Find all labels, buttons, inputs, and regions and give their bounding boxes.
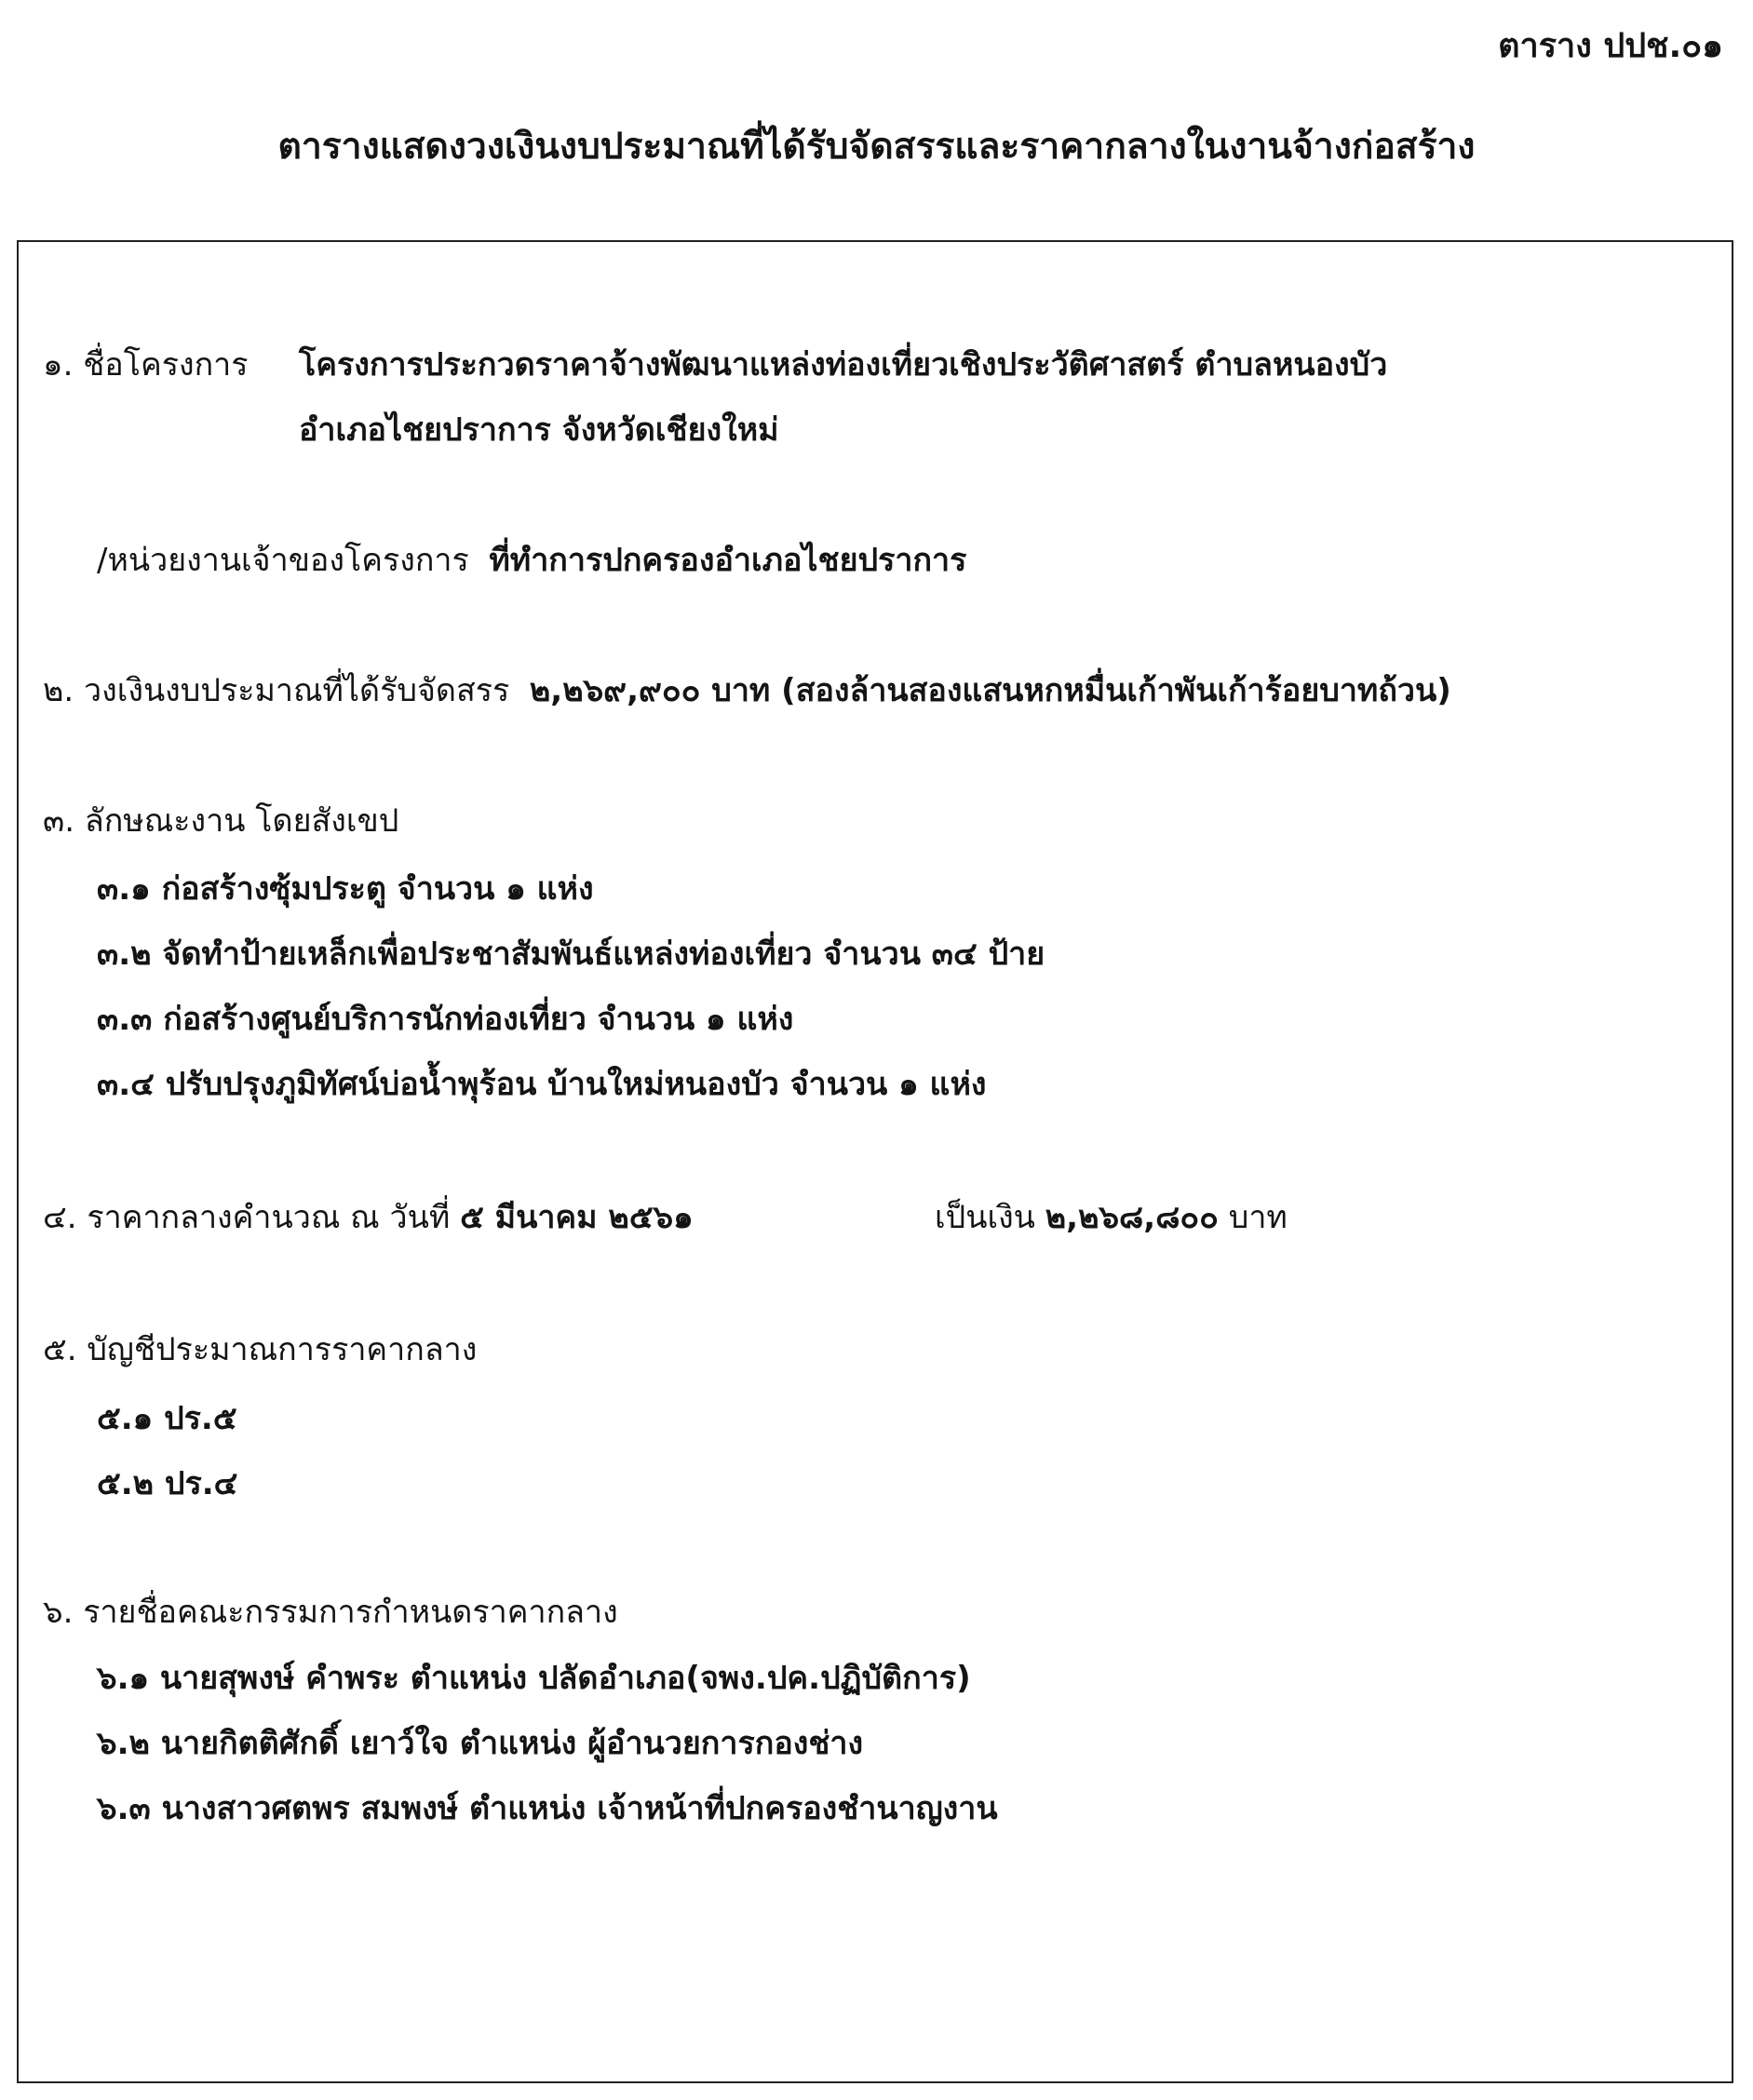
median-price-amount: ๒,๒๖๘,๘๐๐ (1045, 1199, 1219, 1236)
budget-amount: ๒,๒๖๙,๙๐๐ บาท (สองล้านสองแสนหกหมื่นเก้าพันเก้าร้อยบาทถ้วน) (529, 672, 1451, 709)
project-owner (97, 540, 966, 581)
estimate-list-label: ๕. บัญชีประมาณการราคากลาง (43, 1331, 478, 1368)
project-name-label: ๑. ชื่อโครงการ (43, 346, 249, 384)
committee-member: ๖.๑ นายสุพงษ์ คำพระ ตำแหน่ง ปลัดอำเภอ(จพง.ปค.ปฏิบัติการ) (97, 1660, 971, 1697)
median-price-amount-label: เป็นเงิน (935, 1199, 1035, 1236)
committee-member: ๖.๓ นางสาวศตพร สมพงษ์ ตำแหน่ง เจ้าหน้าที่ปกครองชำนาญงาน (97, 1790, 998, 1827)
median-price-label: ๔. ราคากลางคำนวณ ณ วันที่ (43, 1199, 451, 1236)
median-price-date: ๕ มีนาคม ๒๕๖๑ (460, 1199, 694, 1236)
project-name-line-1: โครงการประกวดราคาจ้างพัฒนาแหล่งท่องเที่ยวเชิงประวัติศาสตร์ ตำบลหนองบัว (299, 346, 1388, 384)
committee-label: ๖. รายชื่อคณะกรรมการกำหนดราคากลาง (43, 1594, 618, 1631)
project-name-line-2: อำเภอไชยปราการ จังหวัดเชียงใหม่ (299, 411, 779, 449)
project-owner-value: ที่ทำการปกครองอำเภอไชยปราการ (489, 542, 967, 579)
work-item: ๓.๑ ก่อสร้างซุ้มประตู จำนวน ๑ แห่ง (97, 870, 594, 908)
work-item: ๓.๓ ก่อสร้างศูนย์บริการนักท่องเที่ยว จำนวน ๑ แห่ง (97, 1001, 794, 1038)
form-code: ตาราง ปปช.๐๑ (1498, 27, 1723, 65)
work-item: ๓.๔ ปรับปรุงภูมิทัศน์บ่อน้ำพุร้อน บ้านใหม่หนองบัว จำนวน ๑ แห่ง (97, 1066, 987, 1103)
estimate-item: ๕.๒ ปร.๔ (97, 1465, 238, 1502)
work-item: ๓.๒ จัดทำป้ายเหล็กเพื่อประชาสัมพันธ์แหล่งท่องเที่ยว จำนวน ๓๔ ป้าย (97, 936, 1045, 973)
committee-member: ๖.๒ นายกิตติศักดิ์ เยาว์ใจ ตำแหน่ง ผู้อำนวยการกองช่าง (97, 1725, 864, 1762)
median-price-date-line (43, 1197, 694, 1238)
median-price-unit: บาท (1228, 1199, 1288, 1236)
estimate-item: ๕.๑ ปร.๕ (97, 1400, 237, 1437)
budget-line (43, 670, 1451, 711)
page-title: ตารางแสดงวงเงินงบประมาณที่ได้รับจัดสรรและราคากลางในงานจ้างก่อสร้าง (277, 126, 1476, 168)
median-price-amount-line (935, 1197, 1288, 1238)
project-owner-label: /หน่วยงานเจ้าของโครงการ (97, 542, 469, 579)
work-summary-label: ๓. ลักษณะงาน โดยสังเขป (43, 802, 399, 840)
budget-label: ๒. วงเงินงบประมาณที่ได้รับจัดสรร (43, 672, 510, 709)
